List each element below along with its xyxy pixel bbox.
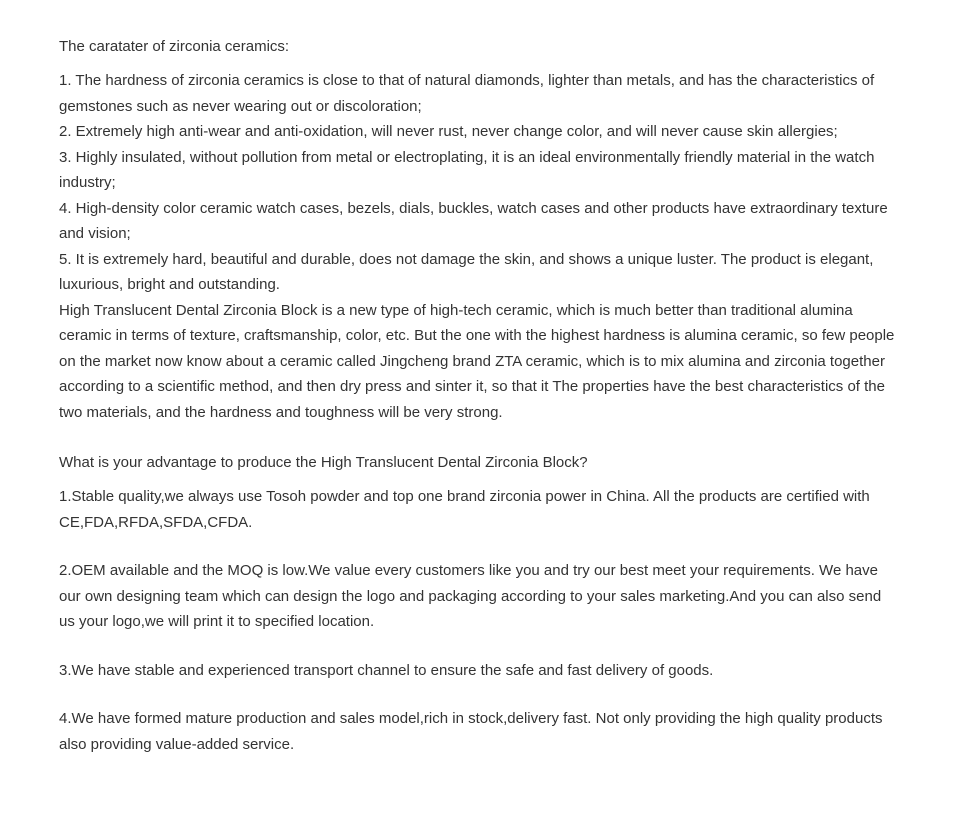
section-advantage-title: What is your advantage to produce the High Translucent Dental Zirconia Block? [59, 454, 588, 471]
section-characteristics-title: The caratater of zirconia ceramics: [59, 38, 290, 55]
advantage-point-1: 1.Stable quality,we always use Tosoh powder and top one brand zirconia power in China. All the products are certified with CE,FDA,RFDA,SFDA,CFDA. [59, 488, 870, 531]
characteristic-point-3: 3. Highly insulated, without pollution from metal or electroplating, it is an ideal environmentally friendly material in the watch industry; [59, 148, 875, 191]
characteristic-point-2: 2. Extremely high anti-wear and anti-oxidation, will never rust, never change color, and will never cause skin allergies; [59, 123, 838, 140]
article-body [59, 37, 899, 757]
characteristic-point-1: 1. The hardness of zirconia ceramics is close to that of natural diamonds, lighter than metals, and has the characteristics of gemstones such as never wearing out or discoloration; [59, 72, 875, 115]
characteristic-point-4: 4. High-density color ceramic watch cases, bezels, dials, buckles, watch cases and other products have extraordinary texture and vision; [59, 199, 888, 242]
advantage-point-3: 3.We have stable and experienced transport channel to ensure the safe and fast delivery of goods. [59, 661, 714, 679]
description-paragraph: High Translucent Dental Zirconia Block is a new type of high-tech ceramic, which is much better than traditional alumina ceramic in terms of texture, craftsmanship, color, etc. But the one with the highest hardness is alumina ceramic, so few people on the market now know about a ceramic called Jingcheng brand ZTA ceramic, which is to mix alumina and zirconia together according to a scientific method, and then dry press and sinter it, so that it The properties have the best characteristics of the two materials, and the hardness and toughness will be very strong. [59, 301, 895, 421]
advantage-point-2: 2.OEM available and the MOQ is low.We value every customers like you and try our best meet your requirements. We have our own designing team which can design the logo and packaging according to your sales marketing.And you can also send us your logo,we will print it to specified location. [59, 562, 882, 630]
advantage-point-4: 4.We have formed mature production and sales model,rich in stock,delivery fast. Not only providing the high quality products also providing value-added service. [59, 710, 883, 753]
characteristic-point-5: 5. It is extremely hard, beautiful and durable, does not damage the skin, and shows a unique luster. The product is elegant, luxurious, bright and outstanding. [59, 250, 874, 293]
